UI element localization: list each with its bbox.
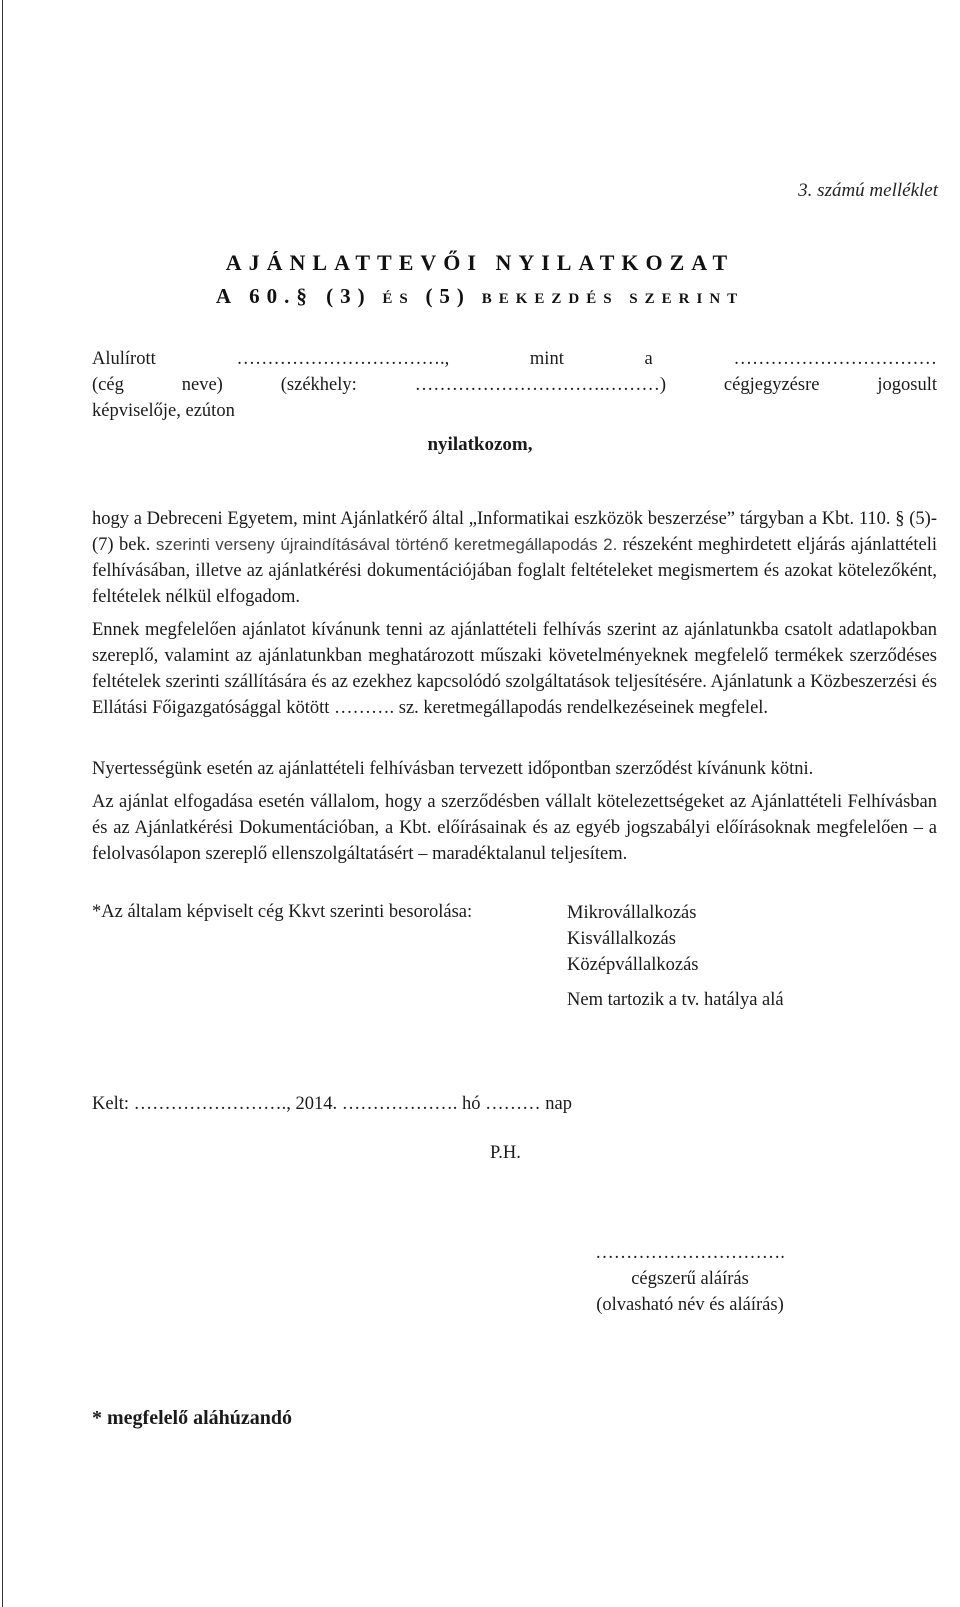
paragraph-1-part-1: hogy a Debreceni Egyetem, mint Ajánlatkérő által „Informatikai eszközök beszerzése” tárgyban a Kbt. 110. § (5)-(7) bek. — [92, 509, 937, 555]
classification-option-small: Kisvállalkozás — [567, 929, 676, 949]
paragraph-1 — [92, 506, 937, 610]
intro-block — [92, 346, 937, 424]
signature-dots: …………………………. — [595, 1243, 785, 1263]
left-margin-rule — [2, 0, 3, 1607]
document-title: AJÁNLATTEVŐI NYILATKOZAT — [225, 250, 735, 275]
classification-option-micro: Mikrovállalkozás — [567, 903, 697, 923]
signature-block — [540, 1240, 840, 1318]
footnote: * megfelelő aláhúzandó — [92, 1407, 292, 1429]
classification-options — [567, 900, 699, 978]
subtitle-part-d: BEKEZDÉS SZERINT — [470, 291, 745, 307]
signature-caption: cégszerű aláírás — [631, 1269, 749, 1289]
intro-line-3: képviselője, ezúton — [92, 401, 235, 421]
signature-subcaption: (olvasható név és aláírás) — [596, 1295, 784, 1315]
document-subtitle — [0, 284, 960, 309]
paragraph-1-part-2: szerinti verseny újraindításával történő keretmegállapodás 2. — [150, 535, 618, 554]
subtitle-part-b: ÉS — [371, 291, 426, 307]
paragraph-2: Ennek megfelelően ajánlatot kívánunk tenni az ajánlattételi felhívás szerint az ajánlatunkba csatolt adatlapokban szereplő, valamint az ajánlatunkban meghatározott műszaki követelményeknek megfelelő termékek szerződéses feltételek szerinti szállítására és az ezekhez kapcsolódó szolgáltatások teljesítésére. Ajánlatunk a Közbeszerzési és Ellátási Főigazgatósággal kötött ………. sz. keretmegállapodás rendelkezéseinek megfelel. — [92, 620, 937, 718]
annex-label: 3. számú melléklet — [798, 180, 938, 201]
paragraph-3: Nyertességünk esetén az ajánlattételi felhívásban tervezett időpontban szerződést kívánunk kötni. — [92, 759, 814, 779]
classification-option-medium: Középvállalkozás — [567, 955, 699, 975]
declare-heading: nyilatkozom, — [427, 434, 533, 455]
stamp-placeholder: P.H. — [490, 1143, 521, 1163]
subtitle-part-c: (5) — [425, 284, 471, 308]
paragraph-4: Az ajánlat elfogadása esetén vállalom, hogy a szerződésben vállalt kötelezettségeket az Ajánlattételi Felhívásban és az Ajánlatkérési Dokumentációban, a Kbt. előírásainak és az egyéb jogszabályi előírásoknak megfelelően – a felolvasólapon szereplő ellenszolgáltatásért – maradéktalanul teljesítem. — [92, 792, 937, 864]
classification-option-other: Nem tartozik a tv. hatálya alá — [567, 990, 784, 1010]
intro-line-2: (cég neve) (székhely: ………………………….………) cégjegyzésre jogosult — [92, 375, 937, 395]
paragraph-1-part-3: részeként meghirdetett eljárás ajánlattételi felhívásában, illetve az ajánlatkérési dokumentációjában foglalt feltételeket megismertem és azokat kötelezőként, feltételek nélkül elfogadom. — [92, 535, 937, 607]
date-line: Kelt: ……………………., 2014. ………………. hó ……… nap — [92, 1094, 572, 1114]
intro-line-1: Alulírott ……………………………., mint a …………………………… — [92, 349, 937, 369]
subtitle-part-a: A 60.§ (3) — [215, 284, 372, 308]
classification-label: *Az általam képviselt cég Kkvt szerinti besorolása: — [92, 902, 473, 922]
